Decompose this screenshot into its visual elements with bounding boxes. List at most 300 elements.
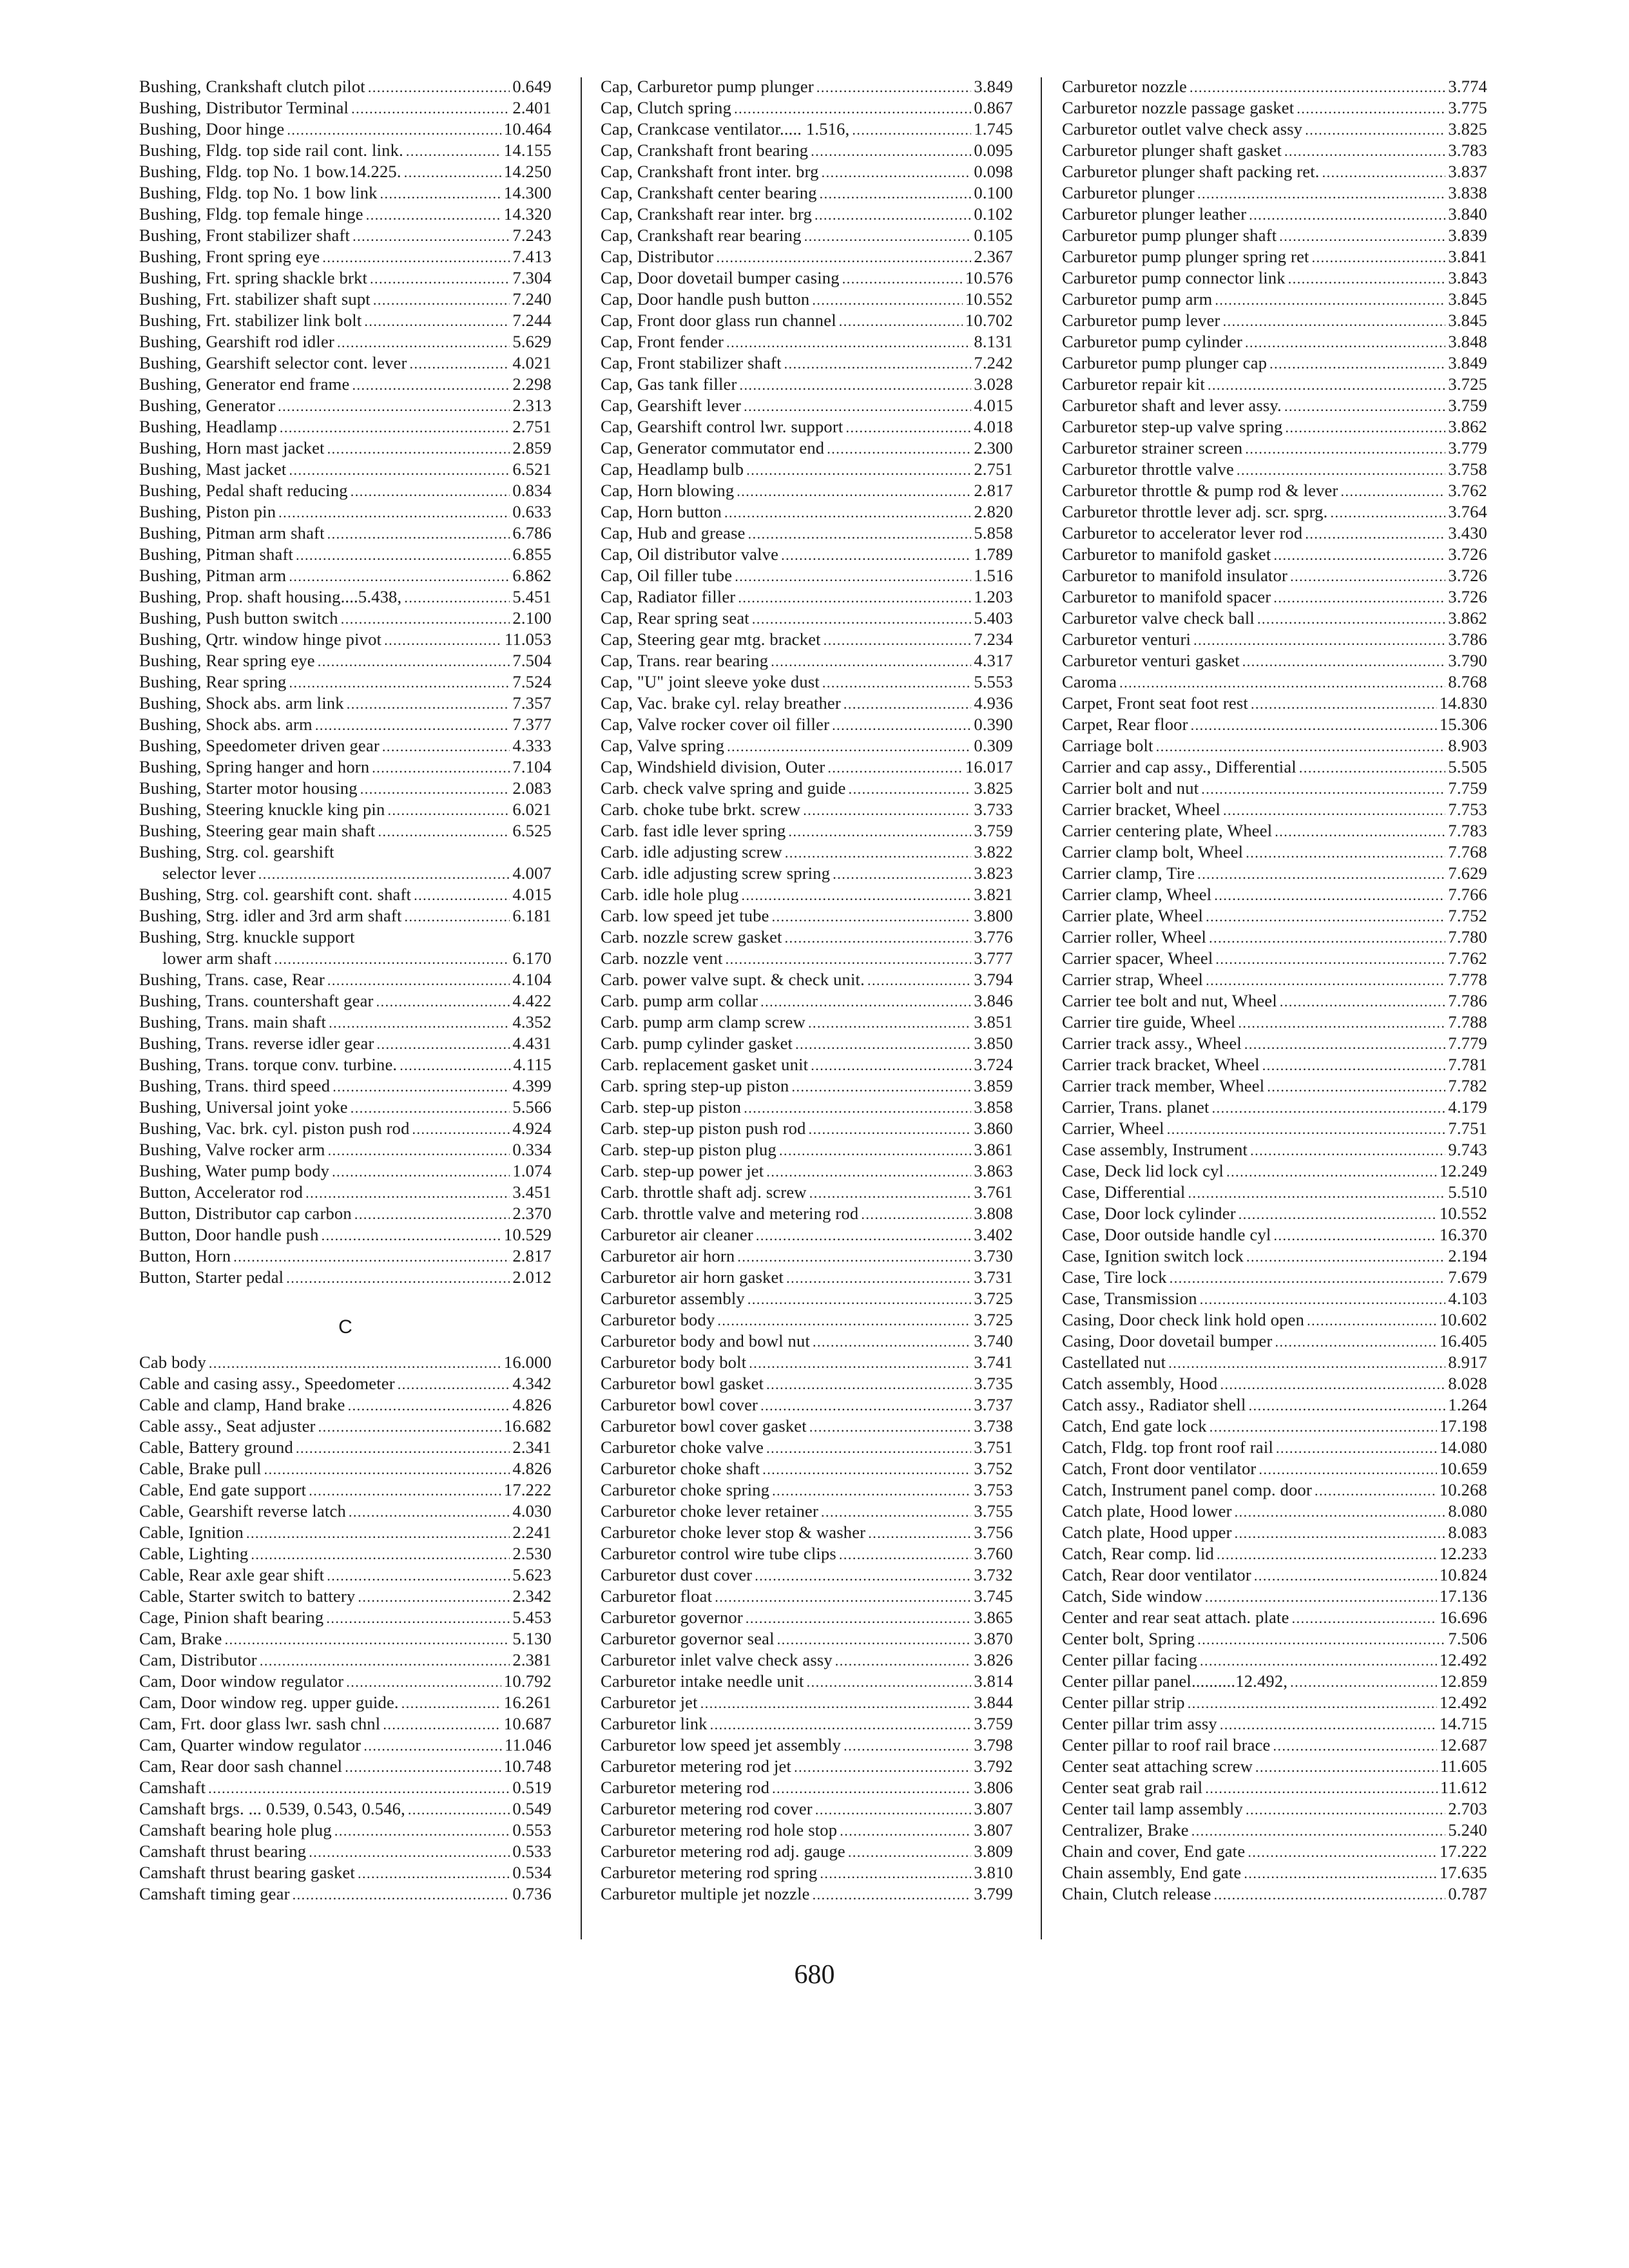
entry-name: Cable, Brake pull	[139, 1459, 262, 1478]
dot-leader	[345, 1756, 501, 1777]
dot-leader	[1197, 1628, 1445, 1649]
index-entry	[139, 1543, 552, 1564]
dot-leader	[1248, 1841, 1437, 1862]
index-entry	[139, 544, 552, 565]
entry-name: Cap, Vac. brake cyl. relay breather	[601, 693, 841, 713]
index-entry	[1062, 1628, 1487, 1649]
index-entry	[601, 1883, 1013, 1905]
entry-name: Bushing, Trans. torque conv. turbine.	[139, 1055, 398, 1074]
index-entry	[139, 437, 552, 459]
index-entry	[1062, 1458, 1487, 1479]
index-entry	[1062, 1097, 1487, 1118]
entry-name: Case, Door outside handle cyl	[1062, 1225, 1271, 1244]
dot-leader	[348, 1394, 510, 1416]
index-entry	[601, 119, 1013, 140]
index-entry	[1062, 969, 1487, 990]
index-entry	[601, 1203, 1013, 1224]
entry-name: Carburetor body	[601, 1310, 715, 1329]
dot-leader	[1244, 1033, 1445, 1054]
entry-reference-number: 3.756	[974, 1523, 1013, 1542]
entry-name: Carburetor plunger leather	[1062, 204, 1247, 224]
entry-reference-number: 4.422	[512, 991, 552, 1010]
dot-leader	[781, 544, 971, 565]
dot-leader	[1193, 629, 1445, 650]
entry-name: Carb. idle hole plug	[601, 885, 739, 904]
dot-leader	[1244, 1862, 1437, 1883]
index-entry	[139, 1075, 552, 1097]
entry-name: Caroma	[1062, 672, 1117, 691]
dot-leader	[848, 1841, 972, 1862]
index-entry	[601, 799, 1013, 820]
entry-reference-number: 3.823	[974, 863, 1013, 883]
dot-leader	[1220, 1373, 1445, 1394]
entry-reference-number: 3.825	[1448, 119, 1487, 139]
entry-name: Carburetor body bolt	[601, 1352, 747, 1372]
index-entry	[139, 1628, 552, 1649]
entry-reference-number: 3.810	[974, 1863, 1013, 1882]
dot-leader	[1156, 735, 1446, 756]
index-entry	[139, 310, 552, 331]
entry-reference-number: 7.104	[512, 757, 552, 776]
dot-leader	[1290, 1671, 1437, 1692]
index-entry	[1062, 76, 1487, 97]
entry-name: Cap, Gearshift control lwr. support	[601, 417, 843, 436]
entry-name: Bushing, Horn mast jacket	[139, 438, 325, 457]
entry-reference-number: 14.300	[503, 183, 552, 202]
entry-reference-number: 3.774	[1448, 77, 1487, 96]
entry-name: Catch, Side window	[1062, 1586, 1202, 1606]
dot-leader	[839, 310, 963, 331]
index-entry	[139, 1671, 552, 1692]
entry-name: Cable assy., Seat adjuster	[139, 1416, 316, 1436]
index-entry	[139, 1862, 552, 1883]
entry-reference-number: 3.764	[1448, 502, 1487, 521]
dot-leader	[408, 1798, 510, 1820]
dot-leader	[372, 756, 510, 778]
entry-name: Carb. spring step-up piston	[601, 1076, 789, 1095]
dot-leader	[861, 1203, 971, 1224]
index-entry	[1062, 140, 1487, 161]
entry-reference-number: 4.352	[512, 1012, 552, 1032]
index-entry	[139, 416, 552, 437]
entry-reference-number: 3.794	[974, 970, 1013, 989]
entry-name: Cap, Radiator filler	[601, 587, 736, 606]
index-entry	[139, 905, 552, 927]
entry-reference-number: 8.028	[1448, 1374, 1487, 1393]
entry-name: Center pillar strip	[1062, 1693, 1185, 1712]
entry-name: Carburetor metering rod cover	[601, 1799, 813, 1818]
entry-reference-number: 7.242	[974, 353, 1013, 372]
dot-leader	[309, 1841, 510, 1862]
dot-leader	[327, 1564, 510, 1586]
entry-reference-number: 17.136	[1439, 1586, 1487, 1606]
entry-name: Cap, Valve spring	[601, 736, 725, 755]
index-entry	[139, 501, 552, 523]
index-entry	[601, 905, 1013, 927]
dot-leader	[840, 1820, 971, 1841]
entry-reference-number: 3.762	[1448, 481, 1487, 500]
index-entry	[1062, 1352, 1487, 1373]
entry-name: Carb. check valve spring and guide	[601, 778, 846, 798]
dot-leader	[287, 119, 501, 140]
index-entry	[601, 1735, 1013, 1756]
dot-leader	[772, 1777, 971, 1798]
index-entry	[139, 352, 552, 374]
entry-reference-number: 10.792	[503, 1671, 552, 1691]
entry-reference-number: 3.841	[1448, 247, 1487, 266]
entry-reference-number: 5.505	[1448, 757, 1487, 776]
entry-name: Carb. replacement gasket unit	[601, 1055, 809, 1074]
entry-reference-number: 1.516	[974, 566, 1013, 585]
entry-name: Bushing, Gearshift rod idler	[139, 332, 334, 351]
index-entry	[1062, 927, 1487, 948]
entry-reference-number: 3.844	[974, 1693, 1013, 1712]
entry-name: Castellated nut	[1062, 1352, 1166, 1372]
entry-name: Center pillar facing	[1062, 1650, 1198, 1669]
entry-name: Cap, Oil filler tube	[601, 566, 733, 585]
entry-reference-number: 7.779	[1448, 1033, 1487, 1053]
index-entry	[1062, 1501, 1487, 1522]
entry-name: Carburetor metering rod hole stop	[601, 1820, 838, 1840]
entry-reference-number: 0.633	[512, 502, 552, 521]
entry-reference-number: 3.862	[1448, 417, 1487, 436]
entry-reference-number: 4.015	[974, 396, 1013, 415]
index-entry	[1062, 501, 1487, 523]
index-entry	[1062, 437, 1487, 459]
index-entry	[1062, 1203, 1487, 1224]
entry-reference-number: 4.333	[512, 736, 552, 755]
dot-leader	[398, 1373, 510, 1394]
dot-leader	[363, 1735, 502, 1756]
index-entry	[139, 1054, 552, 1075]
dot-leader	[747, 1288, 972, 1309]
dot-leader	[822, 161, 972, 182]
entry-reference-number: 3.775	[1448, 98, 1487, 117]
dot-leader	[816, 76, 971, 97]
dot-leader	[1299, 756, 1446, 778]
entry-name: Carburetor body and bowl nut	[601, 1331, 811, 1350]
dot-leader	[337, 331, 510, 352]
dot-leader	[384, 629, 502, 650]
dot-leader	[815, 1798, 972, 1820]
entry-reference-number: 0.098	[974, 162, 1013, 181]
entry-reference-number: 3.761	[974, 1182, 1013, 1202]
entry-name: Camshaft	[139, 1778, 206, 1797]
dot-leader	[832, 714, 971, 735]
entry-reference-number: 7.244	[512, 311, 552, 330]
dot-leader	[815, 204, 971, 225]
entry-name: Carrier, Trans. planet	[1062, 1097, 1210, 1117]
index-entry	[601, 565, 1013, 586]
dot-leader	[1276, 1437, 1437, 1458]
entry-name: Cap, Horn blowing	[601, 481, 735, 500]
entry-reference-number: 12.687	[1439, 1735, 1487, 1754]
entry-reference-number: 7.751	[1448, 1119, 1487, 1138]
entry-reference-number: 3.430	[1448, 523, 1487, 543]
entry-name: Bushing, Generator	[139, 396, 276, 415]
entry-reference-number: 12.492	[1439, 1693, 1487, 1712]
dot-leader	[334, 1820, 510, 1841]
dot-leader	[734, 97, 971, 119]
entry-name: Bushing, Crankshaft clutch pilot	[139, 77, 365, 96]
index-entry	[1062, 1564, 1487, 1586]
entry-reference-number: 3.840	[1448, 204, 1487, 224]
entry-name: Bushing, Front stabilizer shaft	[139, 226, 351, 245]
entry-reference-number: 3.451	[512, 1182, 552, 1202]
entry-name: Case, Ignition switch lock	[1062, 1246, 1244, 1265]
entry-reference-number: 5.629	[512, 332, 552, 351]
index-entry	[601, 1820, 1013, 1841]
entry-reference-number: 3.862	[1448, 608, 1487, 628]
dot-leader	[738, 586, 971, 608]
dot-leader	[1206, 969, 1445, 990]
entry-reference-number: 2.751	[512, 417, 552, 436]
entry-reference-number: 6.862	[512, 566, 552, 585]
dot-leader	[1286, 416, 1446, 437]
index-entry	[1062, 1267, 1487, 1288]
index-entry	[1062, 310, 1487, 331]
entry-name: Case, Tire lock	[1062, 1267, 1167, 1287]
dot-leader	[327, 523, 510, 544]
dot-leader	[779, 1139, 971, 1160]
dot-leader	[296, 1437, 510, 1458]
entry-reference-number: 7.357	[512, 693, 552, 713]
dot-leader	[1188, 1182, 1445, 1203]
entry-name: Bushing, Frt. stabilizer link bolt	[139, 311, 362, 330]
dot-leader	[264, 1458, 510, 1479]
entry-reference-number: 4.030	[512, 1501, 552, 1521]
entry-reference-number: 4.115	[513, 1055, 552, 1074]
entry-reference-number: 3.028	[974, 374, 1013, 394]
entry-reference-number: 3.731	[974, 1267, 1013, 1287]
dot-leader	[318, 650, 510, 671]
entry-reference-number: 5.510	[1448, 1182, 1487, 1202]
entry-reference-number: 4.317	[974, 651, 1013, 670]
entry-reference-number: 7.786	[1448, 991, 1487, 1010]
dot-leader	[351, 97, 510, 119]
entry-name: Bushing, Frt. spring shackle brkt	[139, 268, 368, 287]
dot-leader	[289, 565, 510, 586]
entry-name: Carpet, Front seat foot rest	[1062, 693, 1248, 713]
entry-reference-number: 7.780	[1448, 927, 1487, 947]
dot-leader	[377, 1033, 510, 1054]
entry-reference-number: 10.576	[965, 268, 1013, 287]
entry-name: Carburetor to accelerator lever rod	[1062, 523, 1303, 543]
index-entry	[601, 1862, 1013, 1883]
dot-leader	[1249, 204, 1445, 225]
entry-name: Bushing, Front spring eye	[139, 247, 320, 266]
index-entry	[1062, 204, 1487, 225]
dot-leader	[352, 374, 510, 395]
index-entry	[601, 1437, 1013, 1458]
dot-leader	[1168, 1352, 1445, 1373]
index-entry	[601, 1245, 1013, 1267]
entry-reference-number: 3.725	[974, 1289, 1013, 1308]
index-entry	[1062, 1607, 1487, 1628]
index-entry	[139, 714, 552, 735]
index-entry	[601, 182, 1013, 204]
index-entry	[601, 841, 1013, 863]
entry-reference-number: 2.194	[1448, 1246, 1487, 1265]
entry-reference-number: 4.021	[512, 353, 552, 372]
entry-reference-number: 7.752	[1448, 906, 1487, 925]
index-entry	[139, 1522, 552, 1543]
index-entry	[1062, 246, 1487, 267]
entry-name: Cap, Front stabilizer shaft	[601, 353, 782, 372]
entry-reference-number: 16.000	[503, 1352, 552, 1372]
entry-reference-number: 3.870	[974, 1629, 1013, 1648]
index-entry	[601, 1756, 1013, 1777]
index-entry	[139, 395, 552, 416]
entry-reference-number: 3.822	[974, 842, 1013, 861]
entry-name: Carburetor step-up valve spring	[1062, 417, 1283, 436]
index-entry	[601, 1267, 1013, 1288]
dot-leader	[766, 1160, 971, 1182]
dot-leader	[746, 459, 971, 480]
entry-reference-number: 3.732	[974, 1565, 1013, 1584]
index-entry	[601, 608, 1013, 629]
dot-leader	[785, 927, 972, 948]
dot-leader	[1249, 1394, 1446, 1416]
entry-reference-number: 3.751	[974, 1437, 1013, 1457]
index-entry	[1062, 990, 1487, 1012]
entry-name: Catch, End gate lock	[1062, 1416, 1207, 1436]
entry-name: Carburetor choke lever retainer	[601, 1501, 819, 1521]
index-entry	[601, 1628, 1013, 1649]
entry-reference-number: 6.525	[512, 821, 552, 840]
entry-name: Cap, Crankshaft rear inter. brg	[601, 204, 813, 224]
entry-reference-number: 3.825	[974, 778, 1013, 798]
dot-leader	[1223, 799, 1445, 820]
dot-leader	[352, 225, 510, 246]
index-entry	[601, 1777, 1013, 1798]
entry-name: Cap, Crankshaft center bearing	[601, 183, 817, 202]
entry-name: Carb. step-up piston push rod	[601, 1119, 806, 1138]
index-entry	[139, 1097, 552, 1118]
entry-reference-number: 3.849	[974, 77, 1013, 96]
entry-reference-number: 7.413	[512, 247, 552, 266]
entry-reference-number: 10.702	[965, 311, 1013, 330]
dot-leader	[309, 1479, 501, 1501]
dot-leader	[1212, 1097, 1446, 1118]
entry-reference-number: 2.342	[512, 1586, 552, 1606]
entry-reference-number: 0.553	[512, 1820, 552, 1840]
index-entry	[601, 884, 1013, 905]
dot-leader	[1206, 905, 1445, 927]
entry-name: Bushing, Trans. case, Rear	[139, 970, 325, 989]
index-entry	[1062, 1586, 1487, 1607]
dot-leader	[1201, 778, 1445, 799]
index-entry	[139, 1182, 552, 1203]
dot-leader	[748, 523, 972, 544]
index-entry	[139, 1224, 552, 1245]
entry-reference-number: 4.431	[512, 1033, 552, 1053]
index-entry	[601, 1118, 1013, 1139]
index-entry	[139, 204, 552, 225]
dot-leader	[772, 1479, 971, 1501]
entry-reference-number: 6.021	[512, 800, 552, 819]
dot-leader	[811, 140, 971, 161]
entry-name: Bushing, Fldg. top side rail cont. link.	[139, 140, 403, 160]
entry-name: Case, Differential	[1062, 1182, 1186, 1202]
entry-name: Camshaft thrust bearing	[139, 1841, 307, 1861]
index-entry	[139, 1798, 552, 1820]
entry-name: Carrier track bracket, Wheel	[1062, 1055, 1260, 1074]
entry-name: Cap, Valve rocker cover oil filler	[601, 715, 830, 734]
entry-reference-number: 7.679	[1448, 1267, 1487, 1287]
entry-reference-number: 4.007	[512, 863, 552, 883]
entry-name: Camshaft thrust bearing gasket	[139, 1863, 355, 1882]
entry-name: Carb. pump arm collar	[601, 991, 758, 1010]
entry-reference-number: 14.250	[503, 162, 552, 181]
index-entry	[139, 990, 552, 1012]
entry-reference-number: 3.863	[974, 1161, 1013, 1180]
entry-name: Carburetor metering rod jet	[601, 1756, 792, 1776]
index-entry	[1062, 565, 1487, 586]
index-entry	[1062, 1394, 1487, 1416]
dot-leader	[867, 969, 971, 990]
index-entry	[601, 501, 1013, 523]
entry-name: Cap, Crankshaft rear bearing	[601, 226, 802, 245]
entry-reference-number: 7.234	[974, 629, 1013, 649]
entry-reference-number: 4.399	[512, 1076, 552, 1095]
entry-reference-number: 3.846	[974, 991, 1013, 1010]
index-entry	[139, 1692, 552, 1713]
dot-leader	[726, 948, 972, 969]
index-entry	[601, 1160, 1013, 1182]
dot-leader	[809, 1182, 972, 1203]
dot-leader	[296, 544, 510, 565]
entry-name: Carburetor nozzle	[1062, 77, 1187, 96]
index-entry	[601, 267, 1013, 289]
entry-reference-number: 3.859	[974, 1076, 1013, 1095]
entry-reference-number: 14.155	[503, 140, 552, 160]
dot-leader	[1246, 1245, 1445, 1267]
entry-reference-number: 3.758	[1448, 459, 1487, 479]
index-entry	[1062, 1033, 1487, 1054]
index-entry	[1062, 756, 1487, 778]
entry-name: Carburetor choke valve	[601, 1437, 764, 1457]
index-entry	[139, 480, 552, 501]
entry-name: Cap, Crankshaft front bearing	[601, 140, 809, 160]
entry-reference-number: 3.753	[974, 1480, 1013, 1499]
dot-leader	[804, 225, 972, 246]
entry-reference-number: 0.834	[512, 481, 552, 500]
index-entry	[1062, 267, 1487, 289]
entry-reference-number: 6.521	[512, 459, 552, 479]
entry-reference-number: 5.130	[512, 1629, 552, 1648]
entry-name: Catch, Rear door ventilator	[1062, 1565, 1251, 1584]
entry-name: Carburetor pump lever	[1062, 311, 1220, 330]
entry-name: Button, Accelerator rod	[139, 1182, 304, 1202]
column-divider	[1041, 77, 1042, 1939]
entry-reference-number: 4.015	[512, 885, 552, 904]
dot-leader	[795, 1033, 971, 1054]
entry-name: Centralizer, Brake	[1062, 1820, 1189, 1840]
entry-reference-number: 6.786	[512, 523, 552, 543]
entry-name: Center tail lamp assembly	[1062, 1799, 1243, 1818]
dot-leader	[820, 1862, 971, 1883]
index-entry	[601, 1692, 1013, 1713]
entry-reference-number: 14.715	[1439, 1714, 1487, 1733]
index-entry	[601, 97, 1013, 119]
index-entry	[1062, 1692, 1487, 1713]
entry-name: Bushing, Starter motor housing	[139, 778, 358, 798]
index-entry	[1062, 1288, 1487, 1309]
index-entry	[601, 1458, 1013, 1479]
entry-reference-number: 3.851	[974, 1012, 1013, 1032]
entry-reference-number: 0.102	[974, 204, 1013, 224]
